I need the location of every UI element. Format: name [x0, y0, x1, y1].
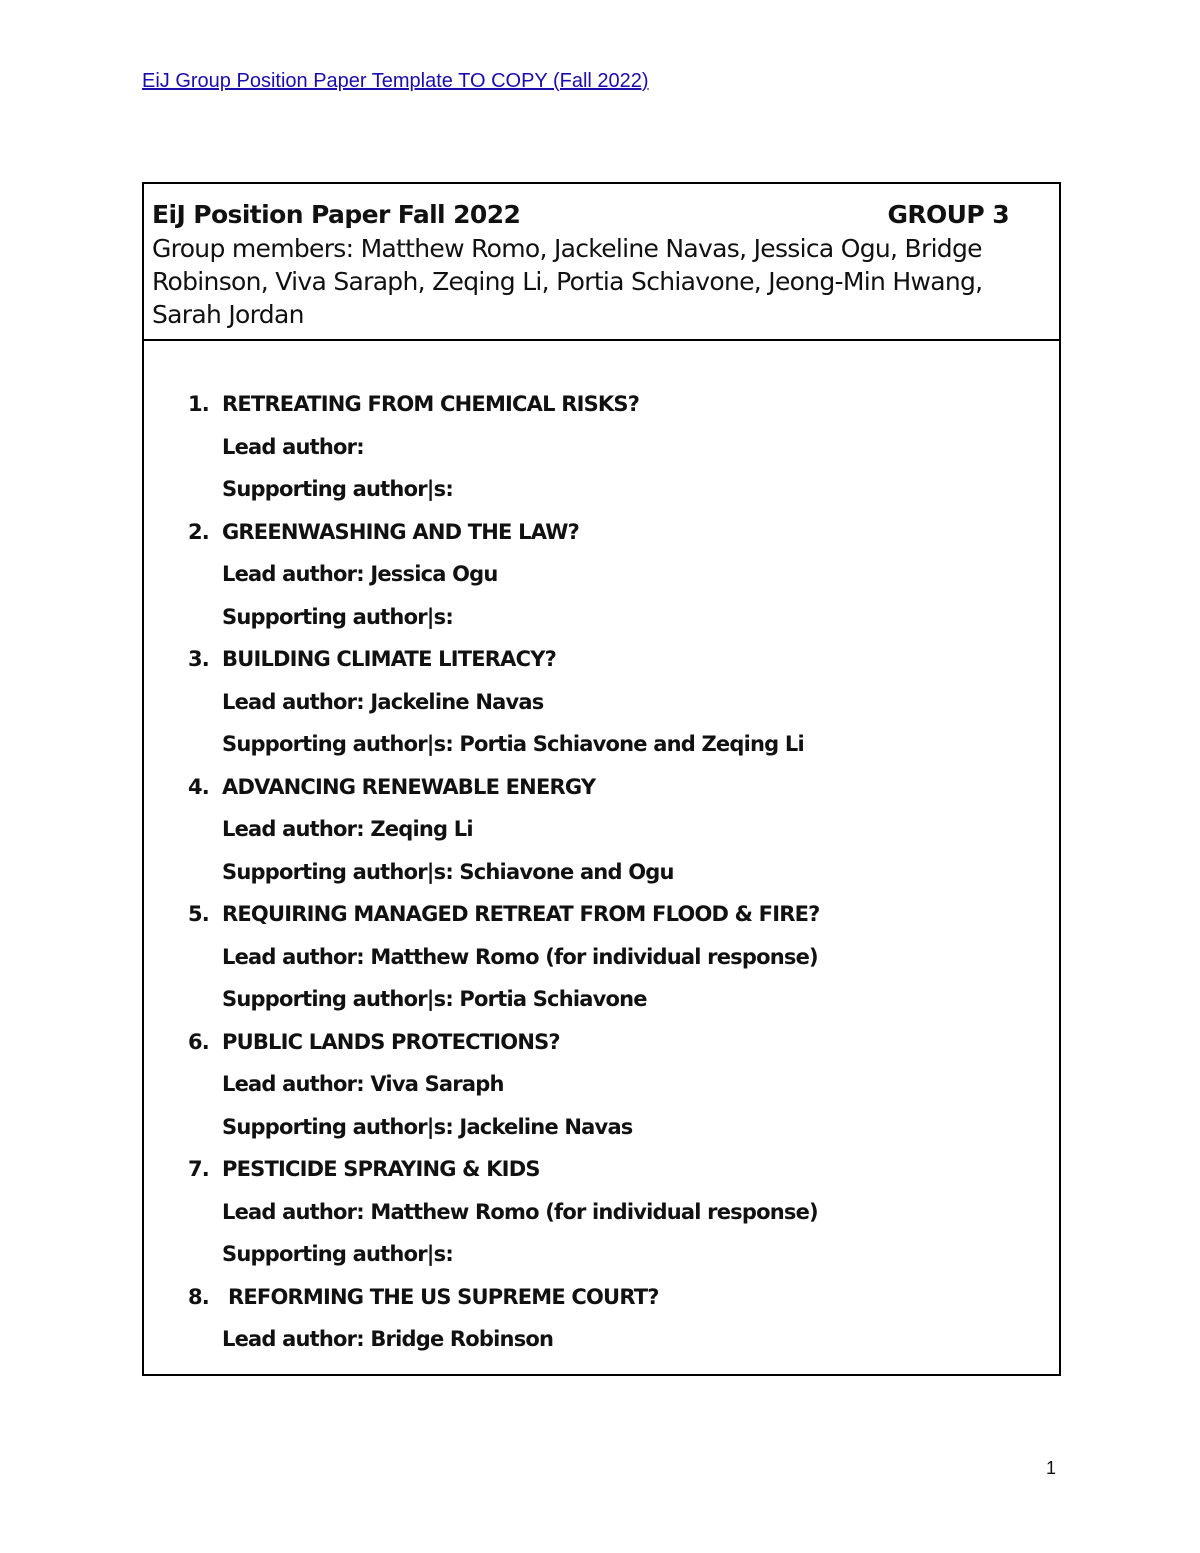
topic-number: 2.	[188, 519, 209, 544]
topic-title: PESTICIDE SPRAYING & KIDS	[222, 1157, 540, 1181]
topic-title: PUBLIC LANDS PROTECTIONS?	[222, 1029, 560, 1054]
lead-author: Lead author: Bridge Robinson	[222, 1327, 554, 1351]
lead-author-row	[144, 1072, 1059, 1115]
topic-number: 7.	[188, 1157, 209, 1181]
topic-title-row	[144, 1285, 1059, 1328]
topic-title: BUILDING CLIMATE LITERACY?	[222, 647, 557, 671]
topic-number: 6.	[188, 1029, 209, 1054]
topic-list	[144, 392, 1059, 1370]
supporting-author-row	[144, 1115, 1059, 1158]
topic-title: GREENWASHING AND THE LAW?	[222, 519, 579, 544]
supporting-authors: Supporting author|s: Schiavone and Ogu	[222, 859, 674, 884]
title-row	[152, 200, 1051, 230]
lead-author-row	[144, 1327, 1059, 1370]
lead-author-row	[144, 945, 1059, 988]
lead-author: Lead author: Zeqing Li	[222, 817, 473, 841]
lead-author: Lead author: Viva Saraph	[222, 1072, 504, 1096]
lead-author: Lead author:	[222, 434, 364, 459]
topic-title: REQUIRING MANAGED RETREAT FROM FLOOD & FIRE?	[222, 902, 820, 926]
lead-author-row	[144, 817, 1059, 860]
topic-number: 5.	[188, 902, 209, 926]
paper-title: EiJ Position Paper Fall 2022	[152, 200, 521, 229]
supporting-authors: Supporting author|s: Jackeline Navas	[222, 1114, 633, 1139]
supporting-author-row	[144, 605, 1059, 648]
lead-author: Lead author: Jackeline Navas	[222, 689, 544, 714]
topic-title-row	[144, 392, 1059, 435]
lead-author: Lead author: Matthew Romo (for individual response)	[222, 944, 818, 969]
topic-title-row	[144, 902, 1059, 945]
topic-title: RETREATING FROM CHEMICAL RISKS?	[222, 392, 640, 416]
supporting-author-row	[144, 477, 1059, 520]
lead-author-row	[144, 435, 1059, 478]
topic-number: 4.	[188, 774, 209, 799]
topic-title: REFORMING THE US SUPREME COURT?	[228, 1284, 659, 1309]
topic-title-row	[144, 1030, 1059, 1073]
supporting-author-row	[144, 1242, 1059, 1285]
supporting-authors: Supporting author|s: Portia Schiavone and Zeqing Li	[222, 732, 804, 756]
supporting-author-row	[144, 987, 1059, 1030]
title-cell	[144, 184, 1059, 341]
group-label: GROUP 3	[887, 200, 1009, 229]
topic-number: 8.	[188, 1284, 209, 1309]
topic-number: 3.	[188, 647, 209, 671]
supporting-authors: Supporting author|s:	[222, 1242, 453, 1266]
lead-author: Lead author: Matthew Romo (for individual response)	[222, 1199, 818, 1224]
page-number: 1	[1046, 1458, 1057, 1478]
supporting-author-row	[144, 860, 1059, 903]
group-members: Group members: Matthew Romo, Jackeline Navas, Jessica Ogu, Bridge Robinson, Viva Saraph, Zeqing Li, Portia Schiavone, Jeong-Min Hwang, Sarah Jordan	[152, 234, 983, 329]
lead-author: Lead author: Jessica Ogu	[222, 562, 498, 586]
supporting-authors: Supporting author|s:	[222, 477, 453, 501]
topic-title: ADVANCING RENEWABLE ENERGY	[222, 774, 596, 799]
lead-author-row	[144, 690, 1059, 733]
template-link[interactable]: EiJ Group Position Paper Template TO COPY (Fall 2022)	[142, 70, 649, 92]
supporting-authors: Supporting author|s: Portia Schiavone	[222, 987, 647, 1011]
lead-author-row	[144, 562, 1059, 605]
lead-author-row	[144, 1200, 1059, 1243]
topic-title-row	[144, 1157, 1059, 1200]
topic-title-row	[144, 520, 1059, 563]
topic-title-row	[144, 647, 1059, 690]
topic-title-row	[144, 775, 1059, 818]
position-paper-table	[142, 182, 1061, 1376]
supporting-authors: Supporting author|s:	[222, 604, 453, 629]
supporting-author-row	[144, 732, 1059, 775]
topic-number: 1.	[188, 392, 209, 416]
